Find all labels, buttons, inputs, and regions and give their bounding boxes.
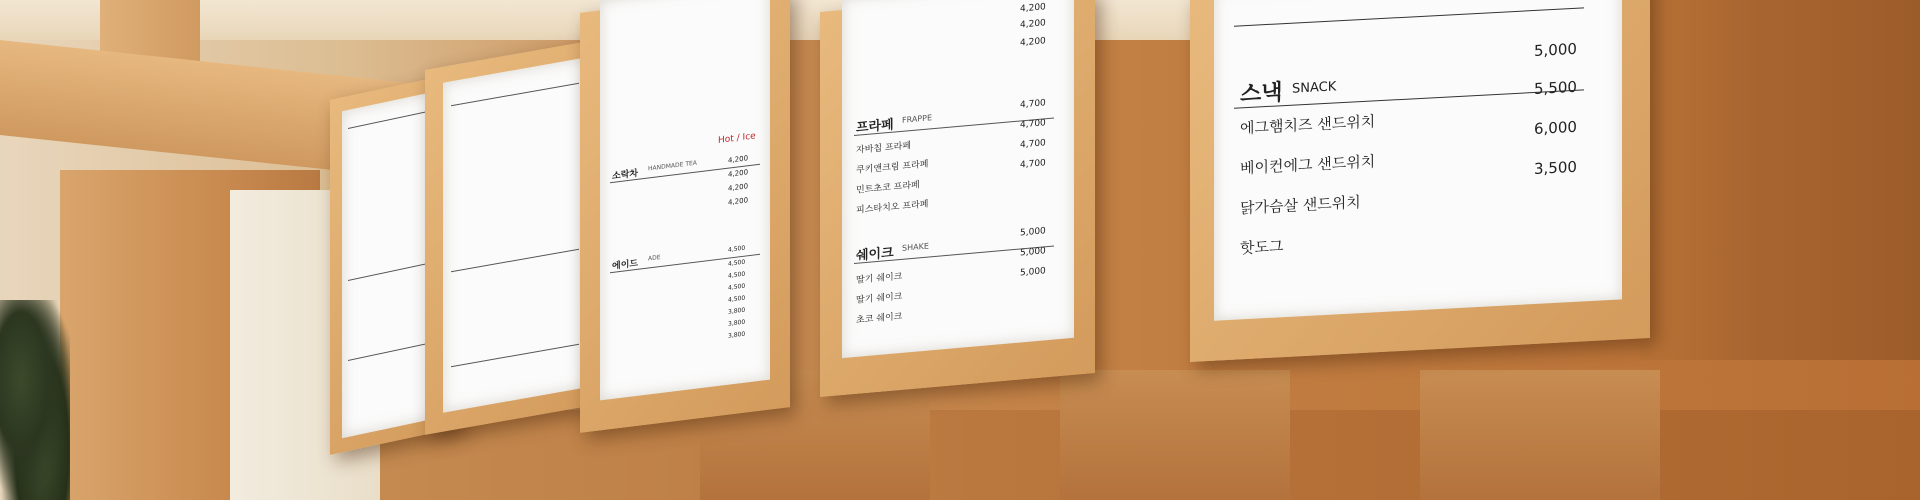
divider (1234, 7, 1584, 26)
menu-item-name: 베이컨에그 샌드위치 (1240, 152, 1376, 178)
menu-paper (1214, 0, 1622, 321)
section-title-snack: 스낵 (1240, 80, 1283, 108)
menu-item-price: 4,700 (1020, 118, 1046, 131)
price: 4,500 (728, 282, 746, 292)
menu-item-name: 초코 쉐이크 (856, 311, 903, 326)
menu-item-price: 5,000 (1020, 246, 1046, 259)
divider (1234, 89, 1584, 108)
section-subtitle-snack: SNACK (1292, 79, 1337, 97)
lower-panel (1420, 370, 1660, 500)
menu-paper (600, 0, 770, 400)
section-title-shake: 쉐이크 (856, 245, 894, 264)
menu-item-name: 자바칩 프라페 (856, 141, 912, 156)
menu-item-price: 4,700 (1020, 98, 1046, 111)
section-subtitle-shake: SHAKE (902, 241, 929, 253)
price: 4,500 (728, 270, 746, 280)
lower-panel (1060, 370, 1290, 500)
menu-item-price: 5,000 (1020, 226, 1046, 239)
section-subtitle-ade: ADE (648, 254, 661, 263)
menu-item-name: 딸기 쉐이크 (856, 291, 903, 306)
menu-item-name: 피스타치오 프라페 (856, 199, 929, 216)
menu-item-price: 4,700 (1020, 158, 1046, 171)
section-title-frappe: 프라페 (856, 117, 894, 136)
menu-paper (443, 57, 587, 412)
section-title-tea: 소락차 (612, 168, 639, 182)
menu-item-name: 닭가슴살 샌드위치 (1240, 193, 1361, 218)
wood-block-right (1640, 0, 1920, 360)
menu-item-name: 에그햄치즈 샌드위치 (1240, 112, 1376, 138)
menu-item-name: 민트초코 프라페 (856, 180, 920, 196)
section-subtitle-tea: HANDMADE TEA (648, 159, 697, 173)
price: 3,800 (728, 318, 746, 328)
divider (451, 344, 579, 368)
menu-item-name: 딸기 쉐이크 (856, 271, 903, 286)
price: 4,200 (1020, 2, 1046, 15)
section-header-price: 5,000 (1534, 39, 1577, 61)
menu-item-name: 핫도그 (1240, 237, 1284, 258)
divider (451, 249, 579, 273)
price: 4,500 (728, 258, 746, 268)
menu-item-price: 4,700 (1020, 138, 1046, 151)
price: 3,800 (728, 330, 746, 340)
menu-item-price: 3,500 (1534, 157, 1577, 179)
menu-item-name: 쿠키앤크림 프라페 (856, 159, 929, 176)
price: 4,200 (728, 182, 749, 193)
menu-paper (842, 0, 1074, 358)
menu-board-5 (1190, 0, 1650, 362)
menu-board-2 (425, 38, 605, 435)
menu-item-price: 6,000 (1534, 117, 1577, 139)
price: 4,500 (728, 294, 746, 304)
price: 4,200 (728, 168, 749, 179)
plant (0, 300, 70, 500)
menu-board-3 (580, 0, 790, 433)
section-title-ade: 에이드 (612, 258, 639, 272)
hot-ice-label: Hot / Ice (718, 131, 756, 146)
price: 4,200 (1020, 36, 1046, 49)
price: 4,500 (728, 244, 746, 254)
price: 4,200 (728, 196, 749, 207)
price: 3,800 (728, 306, 746, 316)
price: 4,200 (1020, 18, 1046, 31)
menu-board-4 (820, 0, 1095, 397)
divider (451, 83, 579, 107)
section-subtitle-frappe: FRAPPE (902, 113, 933, 125)
menu-item-price: 5,000 (1020, 266, 1046, 279)
price: 4,200 (728, 154, 749, 165)
menu-item-price: 5,500 (1534, 77, 1577, 99)
